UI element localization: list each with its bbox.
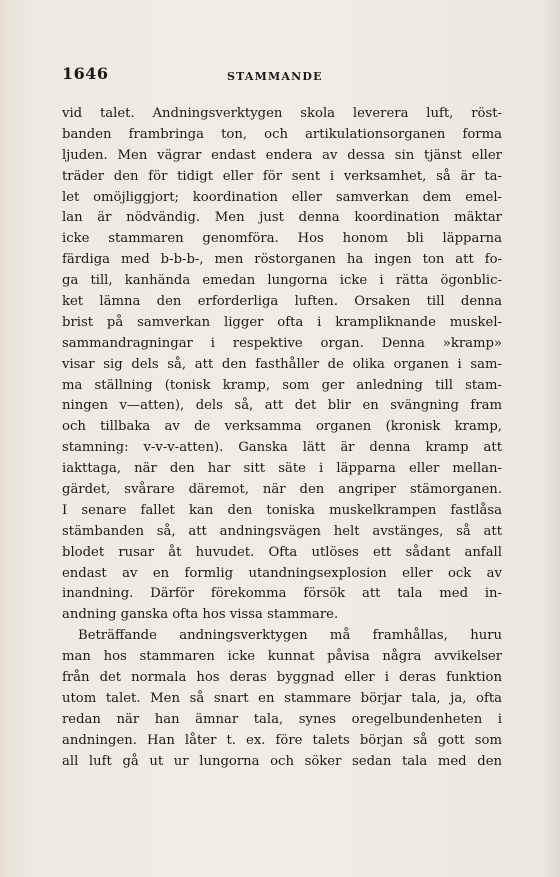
text-line: och tillbaka av de verksamma organen (kronisk kramp,: [62, 419, 502, 435]
text-line: icke stammaren genomföra. Hos honom bli läpparna: [62, 231, 502, 247]
text-line: ga till, kanhända emedan lungorna icke i rätta ögonblic-: [62, 273, 502, 289]
text-line: iakttaga, när den har sitt säte i läpparna eller mellan-: [62, 461, 502, 477]
text-line: endast av en formlig utandningsexplosion eller ock av: [62, 565, 502, 581]
text-line: banden frambringa ton, och artikulationsorganen forma: [62, 126, 502, 142]
text-line: sammandragningar i respektive organ. Denna »kramp»: [62, 335, 502, 351]
text-line: från det normala hos deras byggnad eller i deras funktion: [62, 670, 502, 686]
text-line: ningen v—atten), dels så, att det blir en svängning fram: [62, 398, 502, 414]
text-line: visar sig dels så, att den fasthåller de olika organen i sam-: [62, 356, 502, 372]
text-line: I senare fallet kan den toniska muskelkrampen fastlåsa: [62, 502, 502, 518]
text-line: andningen. Han låter t. ex. före talets början så gott som: [62, 732, 502, 748]
text-line: gärdet, svårare däremot, när den angriper stämorganen.: [62, 482, 502, 498]
page-number: 1646: [62, 64, 109, 83]
body-text: [62, 104, 502, 773]
text-line: utom talet. Men så snart en stammare börjar tala, ja, ofta: [62, 690, 502, 706]
running-title: STAMMANDE: [227, 70, 323, 83]
text-line: färdiga med b-b-b-, men röstorganen ha ingen ton att fo-: [62, 252, 502, 268]
page-edge-shadow: [542, 0, 560, 877]
text-line: vid talet. Andningsverktygen skola leverera luft, röst-: [62, 106, 502, 121]
text-line: man hos stammaren icke kunnat påvisa några avvikelser: [62, 649, 502, 665]
text-line: ma ställning (tonisk kramp, som ger anledning till stam-: [62, 377, 502, 393]
text-line: träder den för tidigt eller för sent i verksamhet, så är ta-: [62, 168, 502, 184]
text-line: ljuden. Men vägrar endast endera av dessa sin tjänst eller: [62, 147, 502, 163]
text-line: ket lämna den erforderliga luften. Orsaken till denna: [62, 294, 502, 310]
text-line: brist på samverkan ligger ofta i krampliknande muskel-: [62, 314, 502, 330]
text-line: stamning: v-v-v-atten). Ganska lätt är denna kramp att: [62, 440, 502, 456]
paragraph-first-line: Beträffande andningsverktygen må framhållas, huru: [78, 628, 502, 644]
text-line: all luft gå ut ur lungorna och söker sedan tala med den: [62, 753, 502, 769]
text-line: inandning. Därför förekomma försök att tala med in-: [62, 586, 502, 602]
page-header: [62, 64, 502, 88]
text-line: stämbanden så, att andningsvägen helt avstänges, så att: [62, 523, 502, 539]
text-line: redan när han ämnar tala, synes oregelbundenheten i: [62, 711, 502, 727]
text-line: lan är nödvändig. Men just denna koordination mäktar: [62, 210, 502, 226]
paragraph-last-line: andning ganska ofta hos vissa stammare.: [62, 607, 339, 623]
text-line: let omöjliggjort; koordination eller samverkan dem emel-: [62, 189, 502, 205]
text-line: blodet rusar åt huvudet. Ofta utlöses ett sådant anfall: [62, 544, 502, 560]
